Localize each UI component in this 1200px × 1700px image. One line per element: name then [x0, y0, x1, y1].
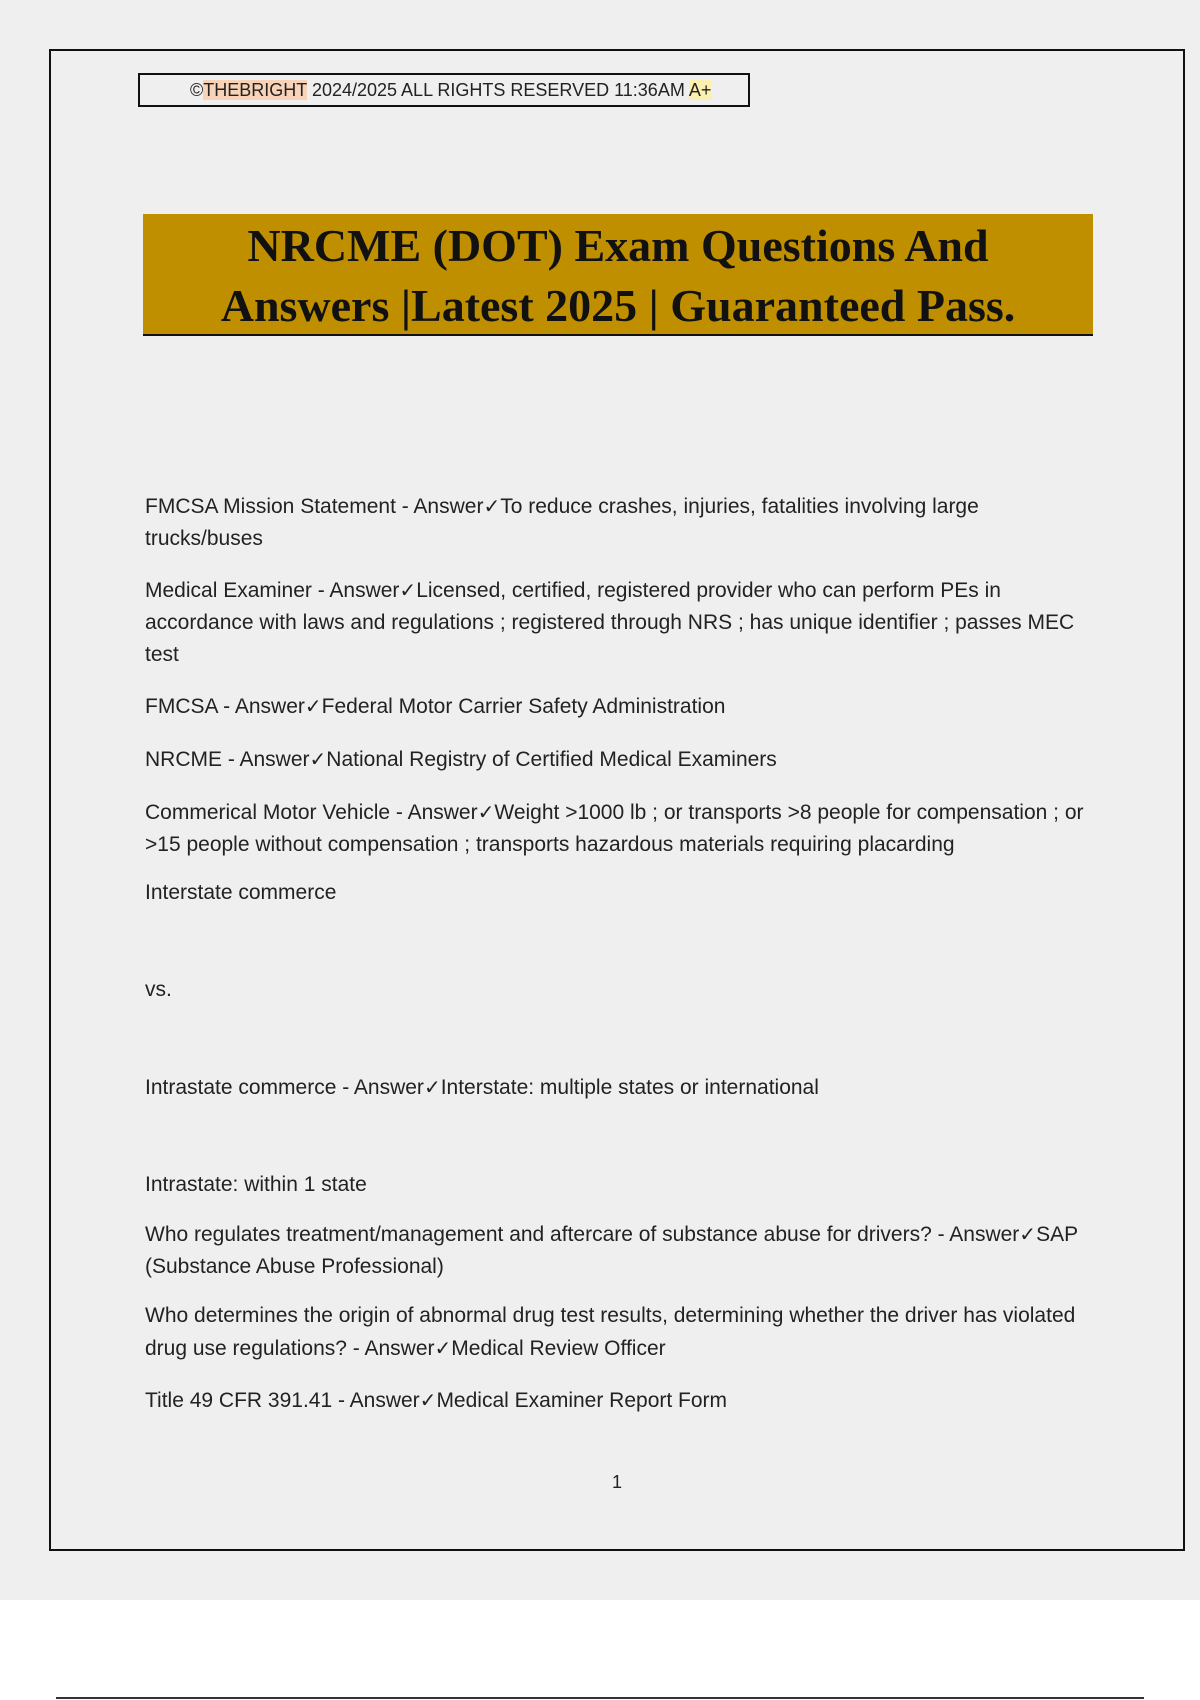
title-banner [143, 214, 1093, 336]
qa-content [145, 490, 1095, 1417]
checkmark-icon: ✓ [483, 494, 501, 518]
checkmark-icon: ✓ [423, 1075, 441, 1099]
checkmark-icon: ✓ [419, 1388, 437, 1412]
qa-plain-line: Intrastate: within 1 state [145, 1173, 367, 1196]
qa-entry [145, 1218, 1095, 1283]
qa-entry [145, 690, 1095, 723]
qa-entry [145, 743, 1095, 776]
qa-answer: Medical Examiner Report Form [436, 1389, 728, 1412]
qa-answer: SAP (Substance Abuse Professional) [145, 1223, 1078, 1278]
checkmark-icon: ✓ [1019, 1222, 1037, 1246]
page-number: 1 [611, 1472, 622, 1492]
title-line-2: Answers |Latest 2025 | Guaranteed Pass. [220, 280, 1016, 331]
qa-term: NRCME - Answer [145, 748, 310, 771]
qa-answer: Medical Review Officer [451, 1337, 666, 1360]
qa-term: Commerical Motor Vehicle - Answer [145, 801, 478, 824]
qa-entry [145, 1071, 1095, 1104]
qa-answer: National Registry of Certified Medical Examiners [326, 748, 777, 771]
qa-term: Medical Examiner - Answer [145, 579, 400, 602]
checkmark-icon: ✓ [309, 747, 327, 771]
qa-entry [145, 574, 1095, 671]
copyright-symbol: © [190, 80, 204, 100]
bottom-divider [56, 1697, 1144, 1699]
checkmark-icon: ✓ [399, 578, 417, 602]
brand-highlight: THEBRIGHT [203, 80, 307, 100]
qa-term: Who regulates treatment/management and aftercare of substance abuse for drivers? - Answer [145, 1223, 1020, 1246]
qa-plain-line: Interstate commerce [145, 881, 337, 904]
qa-entry [145, 1300, 1095, 1365]
qa-term: Title 49 CFR 391.41 - Answer [145, 1389, 420, 1412]
qa-entry [145, 1384, 1095, 1417]
grade-highlight: A+ [688, 80, 712, 100]
qa-term: FMCSA Mission Statement - Answer [145, 495, 484, 518]
qa-answer: Federal Motor Carrier Safety Administration [321, 695, 726, 718]
title-line-1: NRCME (DOT) Exam Questions And [247, 220, 989, 271]
checkmark-icon: ✓ [434, 1336, 452, 1360]
checkmark-icon: ✓ [304, 694, 322, 718]
qa-entry [145, 796, 1095, 861]
qa-term: Who determines the origin of abnormal drug test results, determining whether the driver has violated drug use regulations? - Answer [145, 1304, 1076, 1360]
qa-plain-line: vs. [145, 978, 172, 1001]
copyright-header [138, 73, 750, 107]
checkmark-icon: ✓ [477, 800, 495, 824]
qa-answer: To reduce crashes, injuries, fatalities involving large trucks/buses [145, 495, 979, 550]
qa-answer: Weight >1000 lb ; or transports >8 people for compensation ; or >15 people without compensation ; transports hazardous materials requiring placarding [145, 801, 1084, 856]
header-rights-text: 2024/2025 ALL RIGHTS RESERVED 11:36AM [306, 80, 689, 100]
qa-answer: Licensed, certified, registered provider who can perform PEs in accordance with laws and regulations ; registered through NRS ; has unique identifier ; passes MEC test [145, 579, 1075, 666]
qa-answer: Interstate: multiple states or international [440, 1076, 819, 1099]
qa-term: FMCSA - Answer [145, 695, 305, 718]
qa-term: Intrastate commerce - Answer [145, 1076, 424, 1099]
qa-entry [145, 490, 1095, 555]
